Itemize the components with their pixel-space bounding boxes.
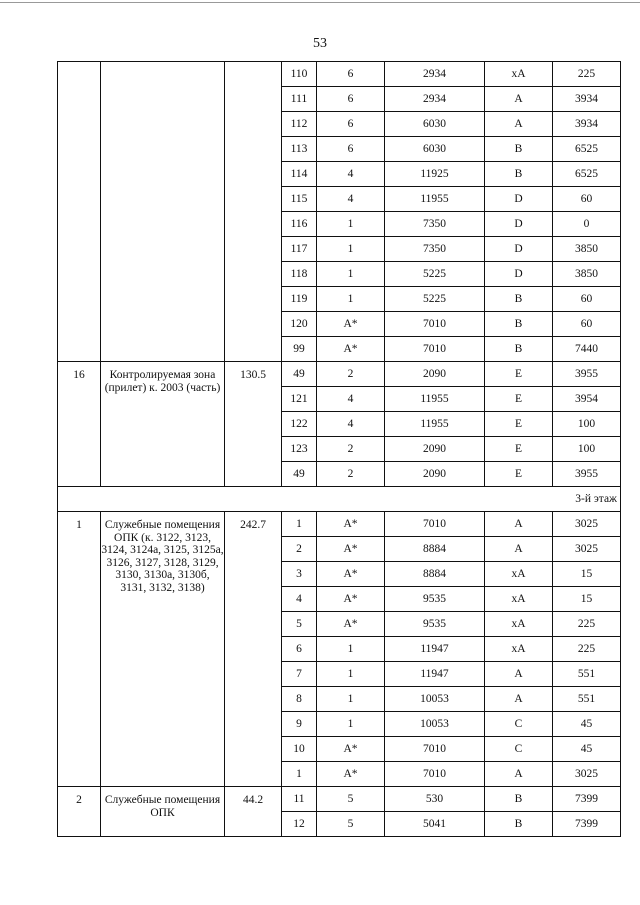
table-row <box>58 62 621 87</box>
sensor-count: 1 <box>317 212 385 237</box>
sensor-count: 6 <box>317 137 385 162</box>
value-cell: 7440 <box>553 337 621 362</box>
value-cell: 3025 <box>553 762 621 787</box>
point-number: 113 <box>282 137 317 162</box>
item-number: 1 <box>58 512 101 787</box>
point-number: 7 <box>282 662 317 687</box>
category-code: А <box>485 687 553 712</box>
sensor-count: 5 <box>317 787 385 812</box>
distance-value: 2934 <box>385 87 485 112</box>
value-cell: 225 <box>553 62 621 87</box>
value-cell: 225 <box>553 637 621 662</box>
floor-label: 3-й этаж <box>58 487 621 512</box>
point-number: 114 <box>282 162 317 187</box>
category-code: D <box>485 262 553 287</box>
distance-value: 7010 <box>385 337 485 362</box>
value-cell: 7399 <box>553 812 621 837</box>
point-number: 112 <box>282 112 317 137</box>
point-number: 6 <box>282 637 317 662</box>
value-cell: 3934 <box>553 112 621 137</box>
category-code: Е <box>485 412 553 437</box>
point-number: 121 <box>282 387 317 412</box>
item-number: 2 <box>58 787 101 837</box>
category-code: В <box>485 137 553 162</box>
point-number: 11 <box>282 787 317 812</box>
sensor-count: 1 <box>317 262 385 287</box>
distance-value: 2090 <box>385 437 485 462</box>
sensor-count: А* <box>317 537 385 562</box>
point-number: 8 <box>282 687 317 712</box>
value-cell: 225 <box>553 612 621 637</box>
point-number: 116 <box>282 212 317 237</box>
sensor-count: 6 <box>317 62 385 87</box>
sensor-count: 1 <box>317 712 385 737</box>
point-number: 3 <box>282 562 317 587</box>
distance-value: 7350 <box>385 237 485 262</box>
point-number: 49 <box>282 462 317 487</box>
sensor-count: А* <box>317 512 385 537</box>
point-number: 4 <box>282 587 317 612</box>
value-cell: 15 <box>553 562 621 587</box>
zone-name <box>101 62 225 362</box>
point-number: 123 <box>282 437 317 462</box>
item-number: 16 <box>58 362 101 487</box>
point-number: 12 <box>282 812 317 837</box>
distance-value: 2934 <box>385 62 485 87</box>
category-code: хА <box>485 587 553 612</box>
value-cell: 3934 <box>553 87 621 112</box>
value-cell: 60 <box>553 312 621 337</box>
distance-value: 5225 <box>385 262 485 287</box>
distance-value: 6030 <box>385 112 485 137</box>
value-cell: 7399 <box>553 787 621 812</box>
category-code: В <box>485 337 553 362</box>
value-cell: 3025 <box>553 537 621 562</box>
point-number: 122 <box>282 412 317 437</box>
zone-area: 242.7 <box>225 512 282 787</box>
distance-value: 10053 <box>385 712 485 737</box>
value-cell: 15 <box>553 587 621 612</box>
value-cell: 6525 <box>553 137 621 162</box>
sensor-count: 2 <box>317 362 385 387</box>
category-code: хА <box>485 637 553 662</box>
sensor-count: 1 <box>317 662 385 687</box>
sensor-count: 5 <box>317 812 385 837</box>
distance-value: 9535 <box>385 612 485 637</box>
distance-value: 11947 <box>385 662 485 687</box>
value-cell: 3954 <box>553 387 621 412</box>
sensor-count: 4 <box>317 162 385 187</box>
value-cell: 6525 <box>553 162 621 187</box>
table-row <box>58 512 621 537</box>
value-cell: 100 <box>553 412 621 437</box>
distance-value: 7010 <box>385 762 485 787</box>
zone-area: 130.5 <box>225 362 282 487</box>
scan-top-line <box>0 2 640 3</box>
zone-area: 44.2 <box>225 787 282 837</box>
category-code: хА <box>485 62 553 87</box>
point-number: 1 <box>282 512 317 537</box>
sensor-count: 4 <box>317 412 385 437</box>
distance-value: 11955 <box>385 187 485 212</box>
sensor-count: А* <box>317 562 385 587</box>
distance-value: 11955 <box>385 412 485 437</box>
zone-name: Контролируемая зона (прилет) к. 2003 (часть) <box>101 362 225 487</box>
value-cell: 0 <box>553 212 621 237</box>
category-code: А <box>485 537 553 562</box>
sensor-count: 1 <box>317 637 385 662</box>
distance-value: 530 <box>385 787 485 812</box>
point-number: 118 <box>282 262 317 287</box>
distance-value: 7010 <box>385 512 485 537</box>
category-code: А <box>485 112 553 137</box>
distance-value: 6030 <box>385 137 485 162</box>
route-table <box>57 61 621 837</box>
point-number: 117 <box>282 237 317 262</box>
sensor-count: 2 <box>317 437 385 462</box>
value-cell: 3025 <box>553 512 621 537</box>
sensor-count: А* <box>317 762 385 787</box>
category-code: С <box>485 712 553 737</box>
distance-value: 11947 <box>385 637 485 662</box>
category-code: А <box>485 762 553 787</box>
distance-value: 9535 <box>385 587 485 612</box>
sensor-count: 2 <box>317 462 385 487</box>
point-number: 111 <box>282 87 317 112</box>
category-code: С <box>485 737 553 762</box>
value-cell: 3850 <box>553 262 621 287</box>
distance-value: 8884 <box>385 537 485 562</box>
value-cell: 45 <box>553 737 621 762</box>
distance-value: 8884 <box>385 562 485 587</box>
point-number: 110 <box>282 62 317 87</box>
category-code: Е <box>485 437 553 462</box>
value-cell: 3955 <box>553 362 621 387</box>
table-row <box>58 362 621 387</box>
value-cell: 100 <box>553 437 621 462</box>
distance-value: 2090 <box>385 362 485 387</box>
sensor-count: 1 <box>317 687 385 712</box>
point-number: 120 <box>282 312 317 337</box>
value-cell: 45 <box>553 712 621 737</box>
value-cell: 551 <box>553 687 621 712</box>
floor-header-row <box>58 487 621 512</box>
value-cell: 3955 <box>553 462 621 487</box>
item-number <box>58 62 101 362</box>
sensor-count: А* <box>317 312 385 337</box>
category-code: В <box>485 287 553 312</box>
category-code: D <box>485 187 553 212</box>
distance-value: 7350 <box>385 212 485 237</box>
distance-value: 7010 <box>385 737 485 762</box>
value-cell: 551 <box>553 662 621 687</box>
distance-value: 7010 <box>385 312 485 337</box>
point-number: 5 <box>282 612 317 637</box>
distance-value: 5041 <box>385 812 485 837</box>
sensor-count: А* <box>317 612 385 637</box>
category-code: В <box>485 312 553 337</box>
sensor-count: А* <box>317 737 385 762</box>
category-code: В <box>485 787 553 812</box>
sensor-count: 4 <box>317 187 385 212</box>
page-number: 53 <box>313 36 327 51</box>
point-number: 119 <box>282 287 317 312</box>
distance-value: 10053 <box>385 687 485 712</box>
distance-value: 11955 <box>385 387 485 412</box>
distance-value: 5225 <box>385 287 485 312</box>
category-code: хА <box>485 612 553 637</box>
point-number: 2 <box>282 537 317 562</box>
category-code: А <box>485 87 553 112</box>
point-number: 115 <box>282 187 317 212</box>
category-code: В <box>485 812 553 837</box>
sensor-count: А* <box>317 337 385 362</box>
category-code: А <box>485 512 553 537</box>
point-number: 49 <box>282 362 317 387</box>
sensor-count: 4 <box>317 387 385 412</box>
value-cell: 3850 <box>553 237 621 262</box>
category-code: D <box>485 212 553 237</box>
sensor-count: 1 <box>317 287 385 312</box>
category-code: В <box>485 162 553 187</box>
category-code: Е <box>485 387 553 412</box>
category-code: хА <box>485 562 553 587</box>
category-code: А <box>485 662 553 687</box>
distance-value: 11925 <box>385 162 485 187</box>
zone-name: Служебные помещения ОПК <box>101 787 225 837</box>
zone-area <box>225 62 282 362</box>
category-code: Е <box>485 462 553 487</box>
point-number: 9 <box>282 712 317 737</box>
point-number: 1 <box>282 762 317 787</box>
point-number: 10 <box>282 737 317 762</box>
point-number: 99 <box>282 337 317 362</box>
value-cell: 60 <box>553 287 621 312</box>
category-code: Е <box>485 362 553 387</box>
sensor-count: 1 <box>317 237 385 262</box>
sensor-count: А* <box>317 587 385 612</box>
zone-name: Служебные помещения ОПК (к. 3122, 3123, 3124, 3124а, 3125, 3125а, 3126, 3127, 3128, 3129, 3130, 3130а, 3130б, 3131, 3132, 3138) <box>101 512 225 787</box>
value-cell: 60 <box>553 187 621 212</box>
sensor-count: 6 <box>317 87 385 112</box>
table-row <box>58 787 621 812</box>
sensor-count: 6 <box>317 112 385 137</box>
distance-value: 2090 <box>385 462 485 487</box>
category-code: D <box>485 237 553 262</box>
